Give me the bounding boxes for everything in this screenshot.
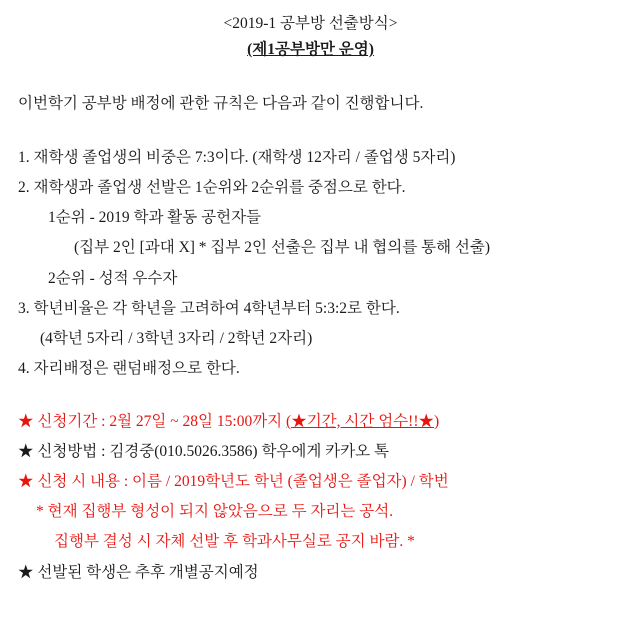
star-bullet-icon: ★	[18, 473, 34, 491]
notices-list	[18, 407, 603, 588]
document-title: <2019-1 공부방 선출방식>	[223, 15, 398, 32]
notice-text: 신청 시 내용 : 이름 / 2019학년도 학년 (졸업생은 졸업자) / 학번	[33, 473, 449, 491]
rules-list	[18, 143, 603, 385]
notice-vacancy	[18, 497, 603, 527]
notice-text: 집행부 결성 시 자체 선발 후 학과사무실로 공지 바람. *	[54, 533, 415, 551]
notice-emphasis: (★기간, 시간 엄수!!★)	[286, 412, 440, 430]
star-bullet-icon: ★	[18, 442, 34, 460]
rule-sub-item: (4학년 5자리 / 3학년 3자리 / 2학년 2자리)	[40, 330, 313, 348]
document-subtitle-text: (제1공부방만 운영)	[247, 41, 374, 59]
rule-sub-item: 2순위 - 성적 우수자	[48, 269, 178, 287]
intro-paragraph: 이번학기 공부방 배정에 관한 규칙은 다음과 같이 진행합니다.	[18, 95, 424, 113]
rule-item: 1. 재학생 졸업생의 비중은 7:3이다. (재학생 12자리 / 졸업생 5자리)	[18, 148, 456, 166]
notice-application-period	[18, 407, 603, 437]
asterisk-bullet-icon: *	[36, 503, 44, 521]
notice-application-method	[18, 437, 603, 467]
rule-sub-item: 1순위 - 2019 학과 활동 공헌자들	[48, 209, 262, 227]
rule-item: 2. 재학생과 졸업생 선발은 1순위와 2순위를 중점으로 한다.	[18, 179, 406, 197]
notice-text: 선발된 학생은 추후 개별공지예정	[33, 563, 259, 581]
document-subtitle	[18, 38, 603, 62]
notice-result-announcement	[18, 558, 603, 588]
rule-item: 4. 자리배정은 랜덤배정으로 한다.	[18, 360, 240, 378]
notice-text: 신청기간 : 2월 27일 ~ 28일 15:00까지	[33, 412, 287, 430]
star-bullet-icon: ★	[18, 563, 34, 581]
notice-text: 현재 집행부 형성이 되지 않았음으로 두 자리는 공석.	[43, 503, 394, 521]
notice-vacancy-cont	[18, 527, 603, 557]
rule-sub-item: (집부 2인 [과대 X] * 집부 2인 선출은 집부 내 협의를 통해 선출)	[74, 239, 491, 257]
notice-application-content	[18, 467, 603, 497]
rule-item: 3. 학년비율은 각 학년을 고려하여 4학년부터 5:3:2로 한다.	[18, 299, 400, 317]
notice-text: 신청방법 : 김경중(010.5026.3586) 학우에게 카카오 톡	[33, 442, 389, 460]
star-bullet-icon: ★	[18, 412, 34, 430]
